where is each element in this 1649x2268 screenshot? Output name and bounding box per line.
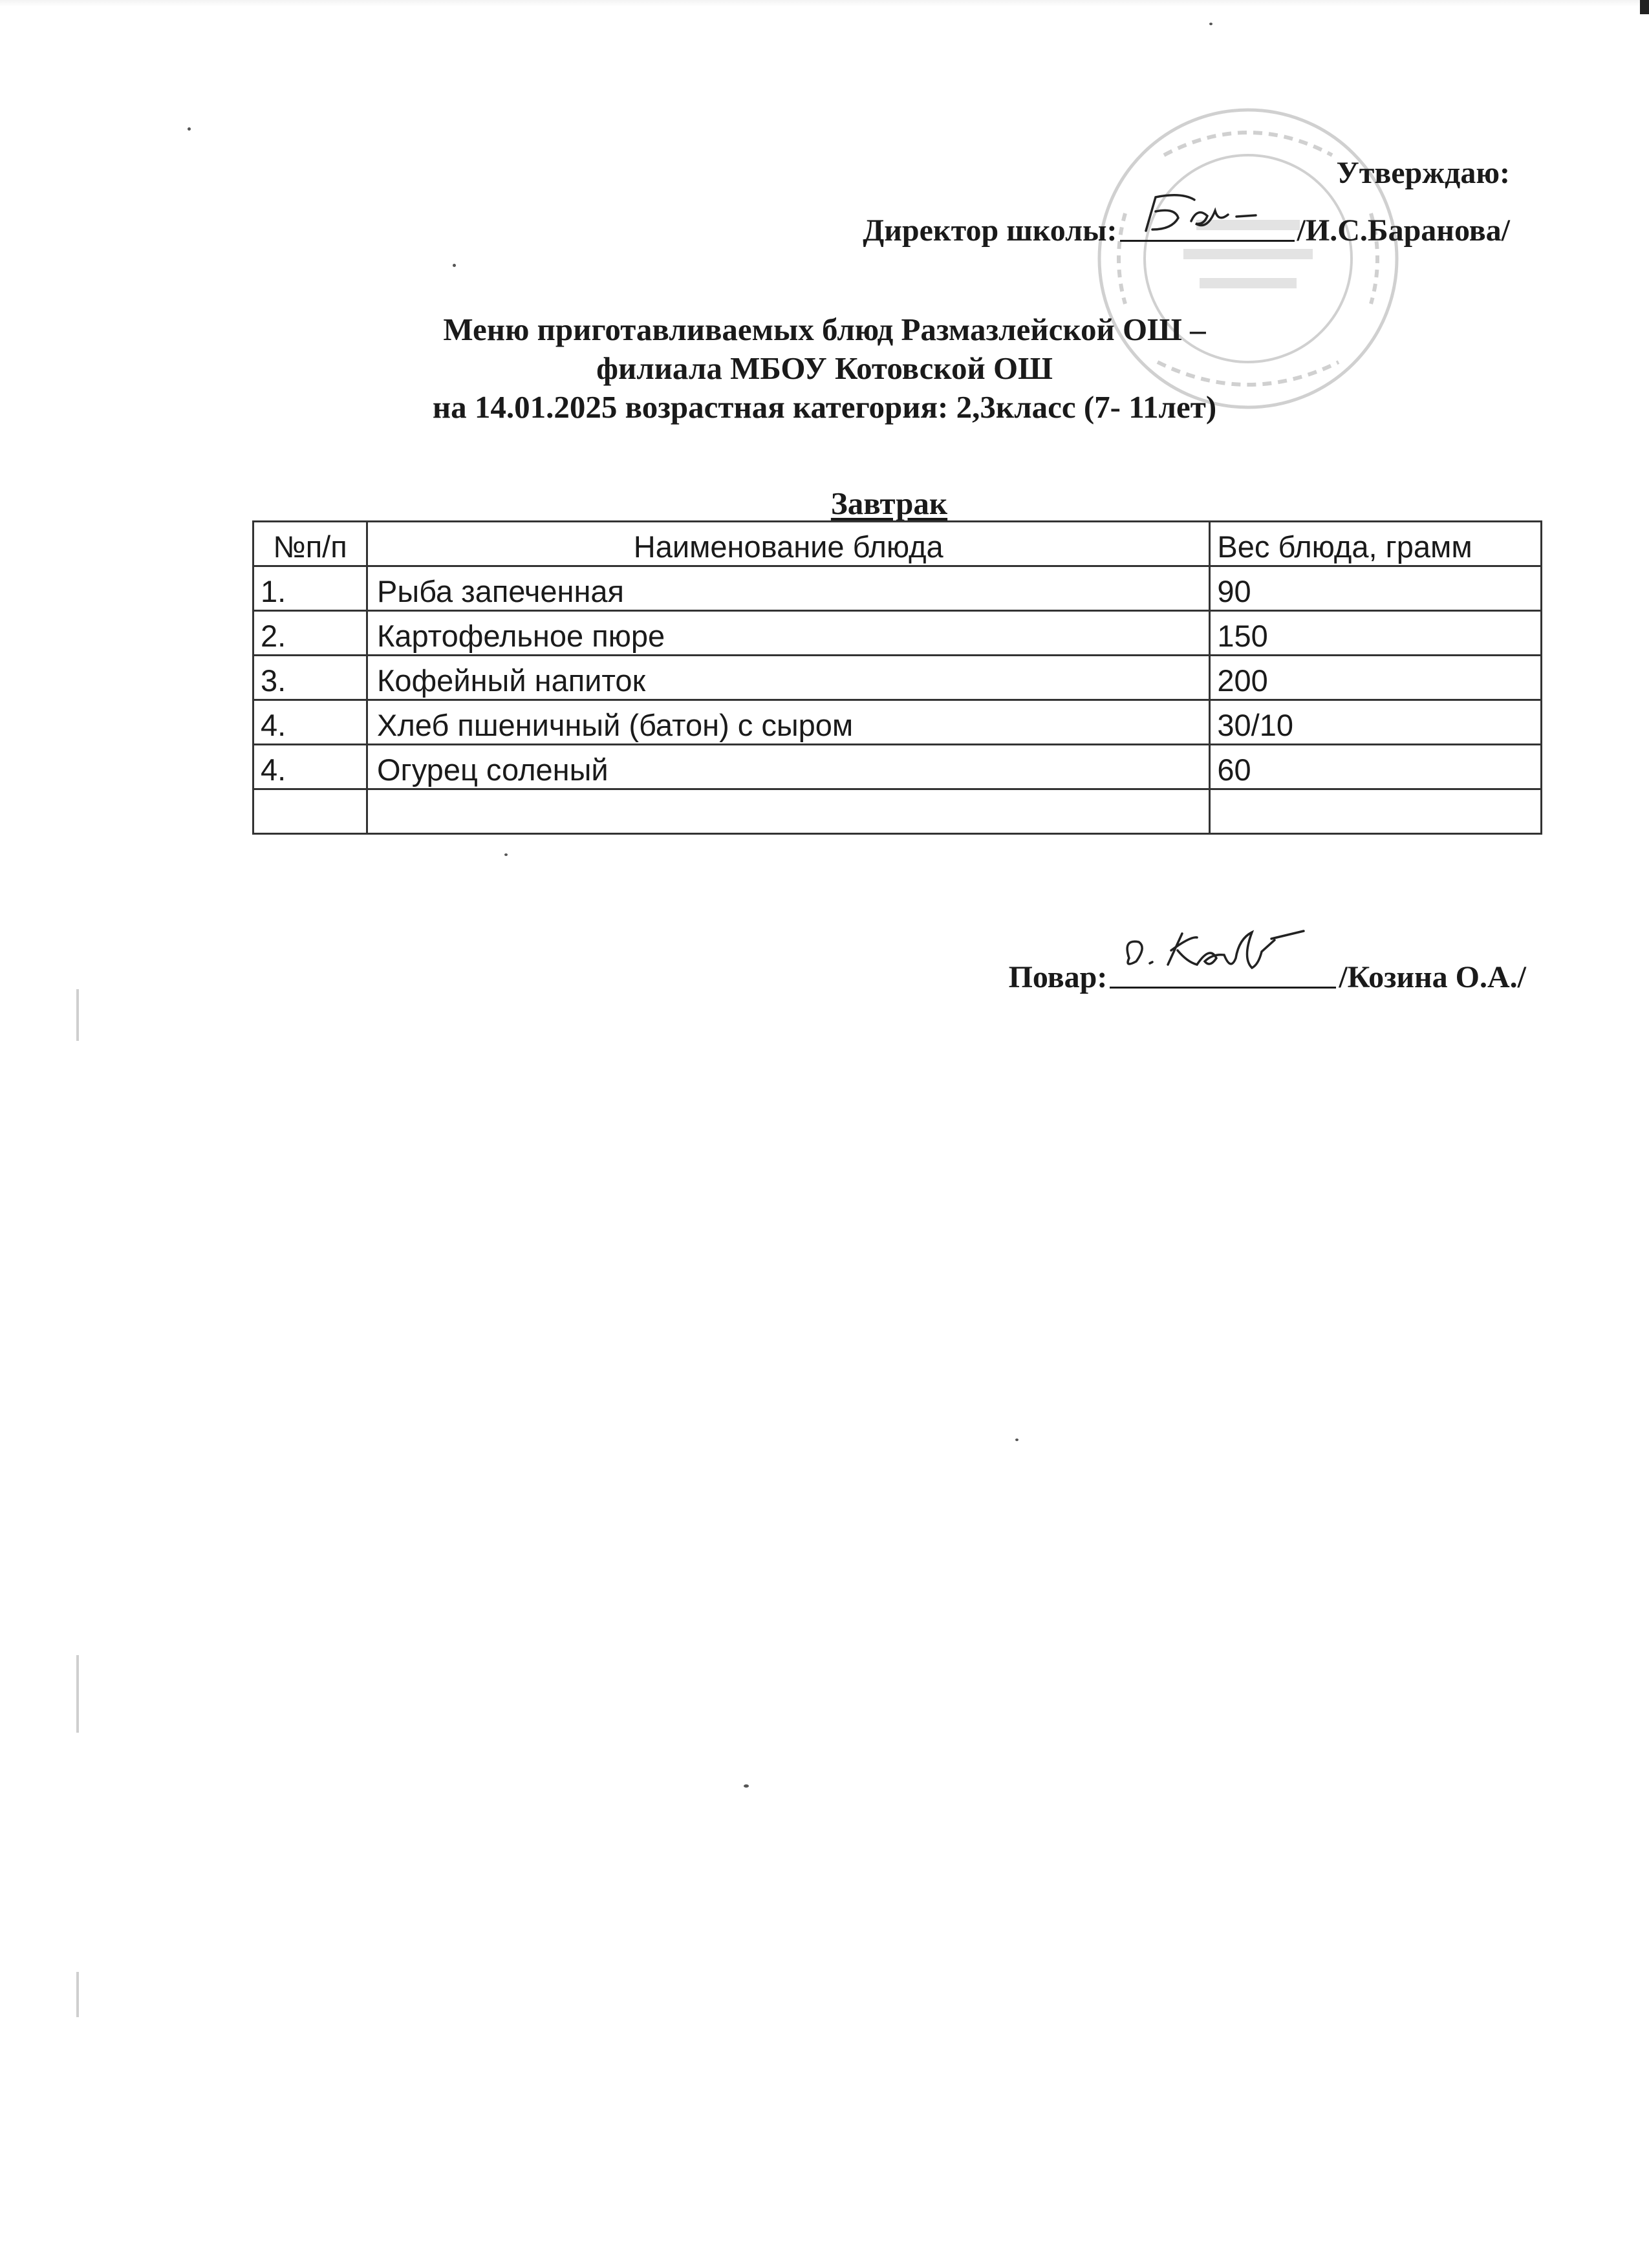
cook-label: Повар: bbox=[1008, 960, 1108, 994]
scan-edge-line bbox=[76, 989, 79, 1041]
scan-edge-line bbox=[76, 1655, 79, 1733]
row-weight bbox=[1210, 789, 1542, 834]
table-row bbox=[253, 700, 1542, 745]
director-signature-line bbox=[863, 204, 1510, 248]
scan-speck bbox=[453, 264, 456, 267]
director-name: /И.С.Баранова/ bbox=[1297, 213, 1510, 248]
title-line-1: Меню приготавливаемых блюд Размазлейской ОШ – bbox=[443, 312, 1206, 347]
cook-name: /Козина О.А./ bbox=[1339, 960, 1526, 994]
cook-signature bbox=[1110, 919, 1336, 990]
row-num: 3. bbox=[253, 656, 367, 700]
table-row bbox=[253, 745, 1542, 789]
scan-corner-mark bbox=[1640, 0, 1649, 14]
director-signature bbox=[1120, 186, 1295, 244]
row-weight: 150 bbox=[1210, 611, 1542, 656]
row-num: 2. bbox=[253, 611, 367, 656]
title-line-2: филиала МБОУ Котовской ОШ bbox=[596, 350, 1053, 386]
scan-speck bbox=[188, 127, 191, 131]
section-title: Завтрак bbox=[830, 486, 948, 521]
table-row-empty bbox=[253, 789, 1542, 834]
scan-speck bbox=[504, 853, 508, 856]
row-dish: Рыба запеченная bbox=[367, 566, 1210, 611]
table-row bbox=[253, 656, 1542, 700]
menu-table bbox=[252, 520, 1542, 835]
header-weight: Вес блюда, грамм bbox=[1210, 522, 1542, 566]
table-row bbox=[253, 611, 1542, 656]
table-header-row bbox=[253, 522, 1542, 566]
row-num bbox=[253, 789, 367, 834]
row-num: 1. bbox=[253, 566, 367, 611]
title-line-3: на 14.01.2025 возрастная категория: 2,3класс (7- 11лет) bbox=[432, 389, 1217, 425]
table-row bbox=[253, 566, 1542, 611]
director-signature-blank bbox=[1120, 204, 1295, 242]
document-title bbox=[0, 310, 1649, 427]
scan-speck bbox=[744, 1784, 749, 1788]
header-dish: Наименование блюда bbox=[367, 522, 1210, 566]
header-num: №п/п bbox=[253, 522, 367, 566]
cook-signature-line bbox=[1009, 950, 1526, 995]
row-num: 4. bbox=[253, 700, 367, 745]
approve-label: Утверждаю: bbox=[1336, 156, 1510, 190]
row-weight: 200 bbox=[1210, 656, 1542, 700]
row-dish: Хлеб пшеничный (батон) с сыром bbox=[367, 700, 1210, 745]
row-weight: 90 bbox=[1210, 566, 1542, 611]
row-weight: 30/10 bbox=[1210, 700, 1542, 745]
row-num: 4. bbox=[253, 745, 367, 789]
row-dish bbox=[367, 789, 1210, 834]
row-dish: Огурец соленый bbox=[367, 745, 1210, 789]
scan-edge bbox=[0, 0, 1649, 6]
row-weight: 60 bbox=[1210, 745, 1542, 789]
row-dish: Картофельное пюре bbox=[367, 611, 1210, 656]
scan-edge-line bbox=[76, 1972, 79, 2017]
director-label: Директор школы: bbox=[863, 213, 1117, 248]
scan-speck bbox=[1015, 1439, 1018, 1441]
scan-speck bbox=[1209, 23, 1212, 25]
row-dish: Кофейный напиток bbox=[367, 656, 1210, 700]
cook-signature-blank bbox=[1110, 950, 1336, 989]
